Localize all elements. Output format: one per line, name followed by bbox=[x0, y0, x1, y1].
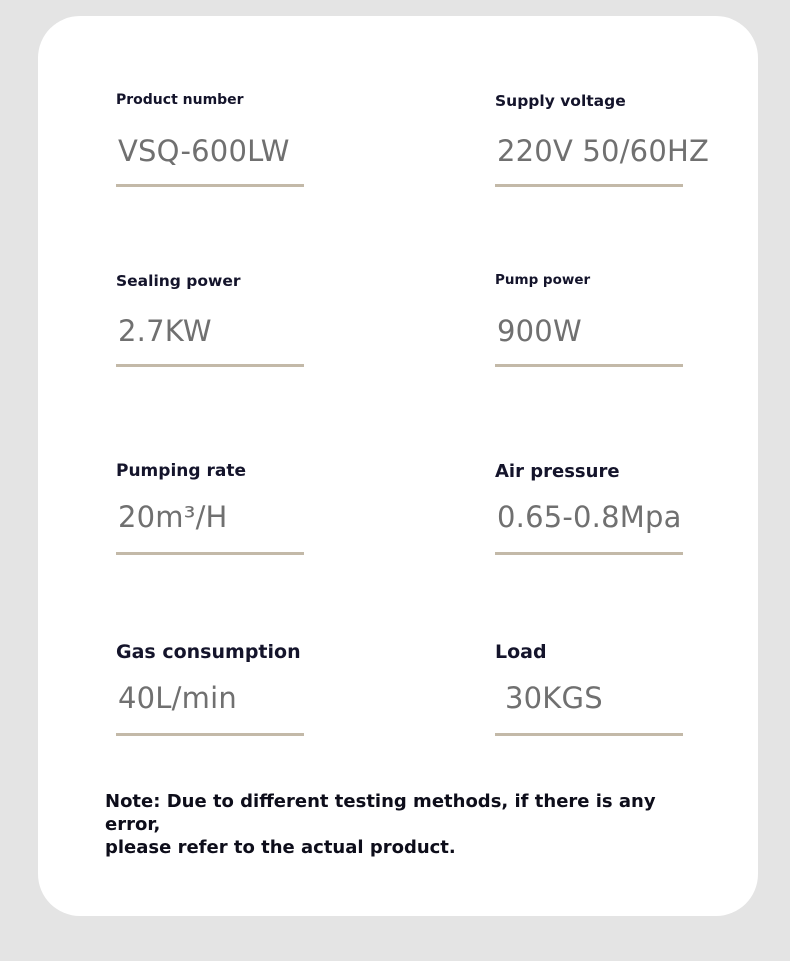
spec-value: 900W bbox=[497, 314, 582, 348]
divider bbox=[116, 184, 304, 187]
note-line: please refer to the actual product. bbox=[105, 837, 456, 858]
spec-value: 2.7KW bbox=[118, 314, 212, 348]
note-line: Note: Due to different testing methods, if there is any error, bbox=[105, 791, 656, 835]
spec-label: Sealing power bbox=[116, 272, 241, 290]
spec-card bbox=[38, 16, 758, 916]
spec-value: 40L/min bbox=[118, 681, 237, 715]
divider bbox=[116, 364, 304, 367]
spec-value: 0.65-0.8Mpa bbox=[497, 500, 682, 534]
disclaimer-note bbox=[105, 790, 705, 859]
divider bbox=[495, 733, 683, 736]
spec-label: Pumping rate bbox=[116, 461, 246, 481]
spec-value: VSQ-600LW bbox=[118, 134, 290, 168]
divider bbox=[116, 733, 304, 736]
spec-label: Load bbox=[495, 641, 547, 663]
spec-value: 220V 50/60HZ bbox=[497, 134, 710, 168]
spec-value: 30KGS bbox=[505, 681, 603, 715]
divider bbox=[495, 184, 683, 187]
spec-label: Product number bbox=[116, 92, 244, 108]
spec-label: Gas consumption bbox=[116, 641, 301, 663]
spec-label: Pump power bbox=[495, 272, 591, 288]
divider bbox=[116, 552, 304, 555]
divider bbox=[495, 552, 683, 555]
spec-label: Supply voltage bbox=[495, 92, 626, 110]
divider bbox=[495, 364, 683, 367]
spec-value: 20m³/H bbox=[118, 500, 228, 534]
spec-label: Air pressure bbox=[495, 461, 620, 482]
